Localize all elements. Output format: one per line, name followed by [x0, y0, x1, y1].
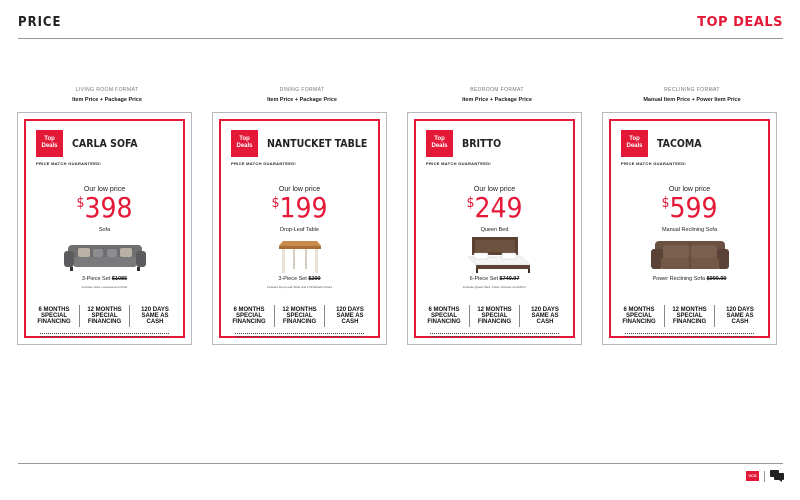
price-match-label: PRICE MATCH GUARANTEED! — [426, 161, 492, 166]
product-type: Manual Reclining Sofa — [661, 227, 718, 233]
financing-divider — [79, 305, 80, 327]
top-deals-title: TOP DEALS — [697, 15, 783, 30]
fine-print — [235, 333, 364, 337]
price-match-label: PRICE MATCH GUARANTEED! — [36, 161, 102, 166]
page-title: PRICE — [18, 15, 62, 30]
financing-120-days: 120 DAYS SAME AS CASH — [531, 307, 559, 325]
financing-12-months: 12 MONTHS SPECIAL FINANCING — [87, 307, 122, 325]
top-deals-badge: Top Deals — [231, 130, 258, 157]
card-frame — [414, 119, 575, 338]
financing-divider — [324, 305, 325, 327]
set-price: 3-Piece Set $1085 — [81, 276, 128, 282]
price-match-label: PRICE MATCH GUARANTEED! — [231, 161, 297, 166]
chat-bubbles-icon — [770, 470, 784, 482]
product-type: Queen Bed — [480, 227, 509, 233]
deal-card-sofa — [17, 112, 192, 345]
product-name: CARLA SOFA — [72, 138, 138, 150]
product-name: TACOMA — [657, 138, 702, 150]
format-name: BEDROOM FORMAT — [470, 87, 524, 93]
product-name: BRITTO — [462, 138, 502, 150]
set-price: Power Reclining Sofa $999.99 — [652, 276, 727, 282]
financing-options — [34, 305, 175, 327]
sofa-image — [60, 235, 150, 275]
financing-12-months: 12 MONTHS SPECIAL FINANCING — [672, 307, 707, 325]
card-frame — [609, 119, 770, 338]
format-name: RECLINING FORMAT — [664, 87, 720, 93]
financing-divider — [274, 305, 275, 327]
financing-options — [424, 305, 565, 327]
financing-divider — [129, 305, 130, 327]
set-note: Includes Queen Bed, Chest, Dresser and Mirror — [462, 285, 527, 289]
low-price-label: Our low price — [83, 186, 126, 193]
financing-120-days: 120 DAYS SAME AS CASH — [726, 307, 754, 325]
financing-divider — [714, 305, 715, 327]
financing-12-months: 12 MONTHS SPECIAL FINANCING — [282, 307, 317, 325]
low-price-label: Our low price — [668, 186, 711, 193]
low-price-label: Our low price — [473, 186, 516, 193]
brand-logo: VCS — [746, 471, 759, 481]
financing-120-days: 120 DAYS SAME AS CASH — [336, 307, 364, 325]
recliner-image — [645, 235, 735, 275]
format-label-living — [22, 87, 192, 103]
product-name: NANTUCKET TABLE — [267, 138, 368, 150]
product-type: Sofa — [98, 227, 111, 233]
top-deals-badge: Top Deals — [36, 130, 63, 157]
set-note: Includes Drop-Leaf Table and 2 Windback Chairs — [266, 285, 333, 289]
top-deals-badge: Top Deals — [621, 130, 648, 157]
footer-logo-divider — [764, 471, 765, 482]
product-price: $199 — [271, 191, 328, 224]
top-deals-badge: Top Deals — [426, 130, 453, 157]
format-name: DINING FORMAT — [279, 87, 325, 93]
low-price-label: Our low price — [278, 186, 321, 193]
bed-image — [450, 235, 540, 275]
product-price: $249 — [466, 191, 523, 224]
fine-print — [430, 333, 559, 337]
format-label-dining — [217, 87, 387, 103]
fine-print — [40, 333, 169, 337]
header-divider — [18, 38, 783, 39]
format-sub: Item Price + Package Price — [72, 97, 142, 103]
set-note: Includes Sofa, Loveseat and Chair — [81, 285, 128, 289]
financing-options — [619, 305, 760, 327]
format-name: LIVING ROOM FORMAT — [75, 87, 139, 93]
format-sub: Manual Item Price + Power Item Price — [643, 97, 741, 103]
format-label-reclining — [607, 87, 777, 103]
financing-divider — [469, 305, 470, 327]
price-match-label: PRICE MATCH GUARANTEED! — [621, 161, 687, 166]
financing-6-months: 6 MONTHS SPECIAL FINANCING — [622, 307, 656, 325]
deal-card-bed — [407, 112, 582, 345]
footer-divider — [18, 463, 783, 464]
financing-divider — [664, 305, 665, 327]
product-type: Drop-Leaf Table — [279, 227, 320, 233]
financing-12-months: 12 MONTHS SPECIAL FINANCING — [477, 307, 512, 325]
financing-6-months: 6 MONTHS SPECIAL FINANCING — [37, 307, 71, 325]
financing-divider — [519, 305, 520, 327]
table-image — [255, 235, 345, 275]
set-price: 3-Piece Set $299 — [278, 276, 321, 282]
product-price: $398 — [76, 191, 133, 224]
format-sub: Item Price + Package Price — [462, 97, 532, 103]
financing-options — [229, 305, 370, 327]
financing-6-months: 6 MONTHS SPECIAL FINANCING — [232, 307, 266, 325]
card-frame — [219, 119, 380, 338]
card-frame — [24, 119, 185, 338]
format-label-bedroom — [412, 87, 582, 103]
product-price: $599 — [661, 191, 718, 224]
financing-6-months: 6 MONTHS SPECIAL FINANCING — [427, 307, 461, 325]
fine-print — [625, 333, 754, 337]
deal-card-recliner — [602, 112, 777, 345]
deal-card-table — [212, 112, 387, 345]
set-price: 6-Piece Set $749.97 — [469, 276, 520, 282]
financing-120-days: 120 DAYS SAME AS CASH — [141, 307, 169, 325]
format-sub: Item Price + Package Price — [267, 97, 337, 103]
